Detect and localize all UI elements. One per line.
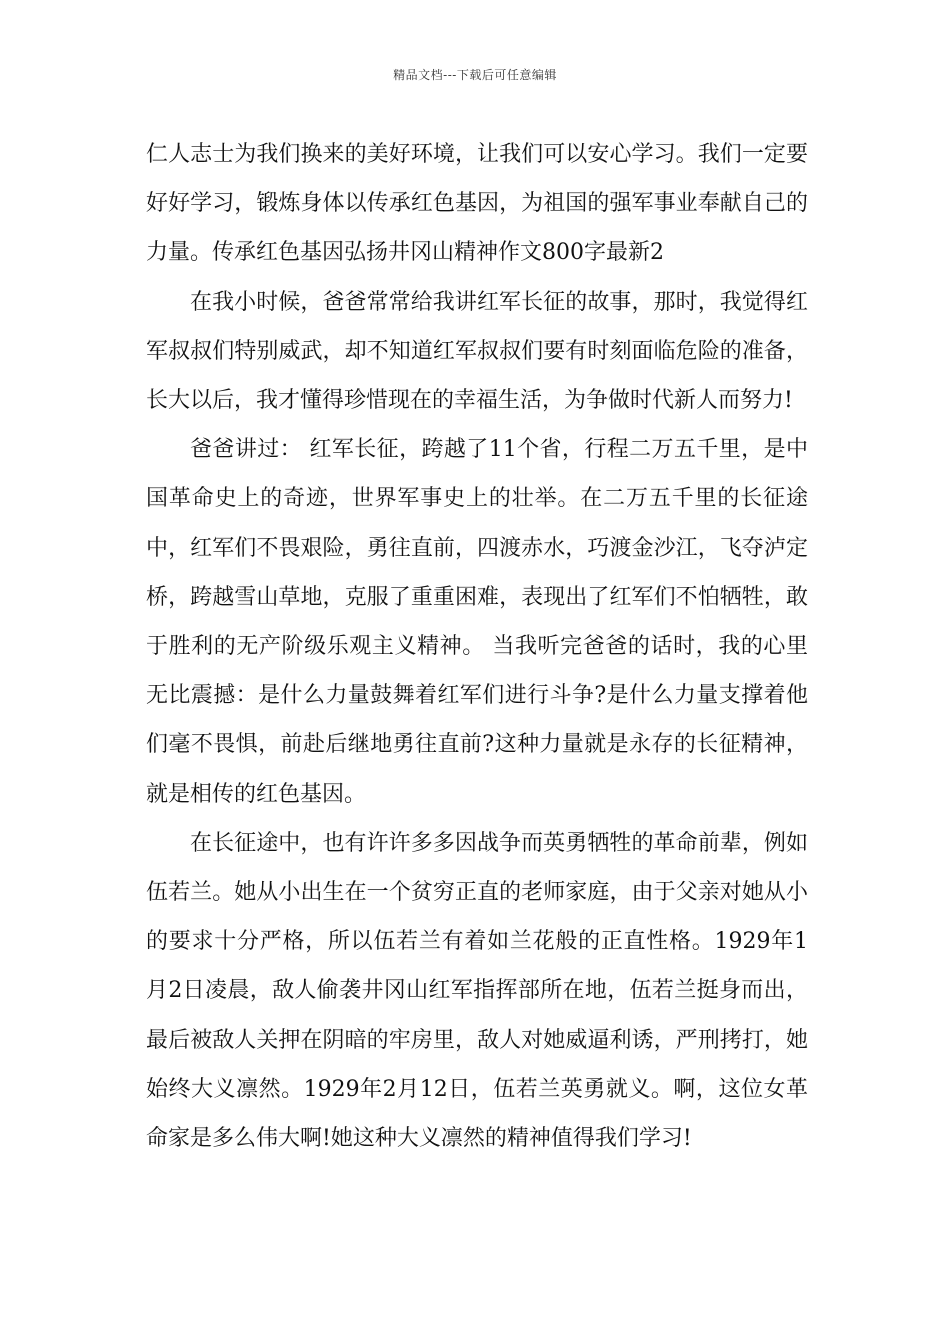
page-header: 精品文档---下载后可任意编辑 xyxy=(393,68,557,82)
document-body xyxy=(146,130,808,1163)
paragraph: 在我小时候，爸爸常常给我讲红军长征的故事，那时，我觉得红军叔叔们特别威武，却不知道红军叔叔们要有时刻面临危险的准备，长大以后，我才懂得珍惜现在的幸福生活，为争做时代新人而努力! xyxy=(146,289,808,414)
paragraph: 爸爸讲过： 红军长征，跨越了11个省，行程二万五千里，是中国革命史上的奇迹，世界军事史上的壮举。在二万五千里的长征途中，红军们不畏艰险，勇往直前，四渡赤水，巧渡金沙江，飞夺泸定桥，跨越雪山草地，克服了重重困难，表现出了红军们不怕牺牲，敢于胜利的无产阶级乐观主义精神。 当我听完爸爸的话时，我的心里无比震撼：是什么力量鼓舞着红军们进行斗争?是什么力量支撑着他们毫不畏惧，前赴后继地勇往直前?这种力量就是永存的长征精神，就是相传的红色基因。 xyxy=(146,437,808,807)
paragraph: 在长征途中，也有许许多多因战争而英勇牺牲的革命前辈，例如伍若兰。她从小出生在一个贫穷正直的老师家庭，由于父亲对她从小的要求十分严格，所以伍若兰有着如兰花般的正直性格。1929年1月2日凌晨，敌人偷袭井冈山红军指挥部所在地，伍若兰挺身而出，最后被敌人关押在阴暗的牢房里，敌人对她威逼利诱，严刑拷打，她始终大义凛然。1929年2月12日，伍若兰英勇就义。啊，这位女革命家是多么伟大啊!她这种大义凛然的精神值得我们学习! xyxy=(146,830,808,1152)
paragraph-continued: 仁人志士为我们换来的美好环境，让我们可以安心学习。我们一定要好好学习，锻炼身体以传承红色基因，为祖国的强军事业奉献自己的力量。传承红色基因弘扬井冈山精神作文800字最新2 xyxy=(146,142,808,266)
